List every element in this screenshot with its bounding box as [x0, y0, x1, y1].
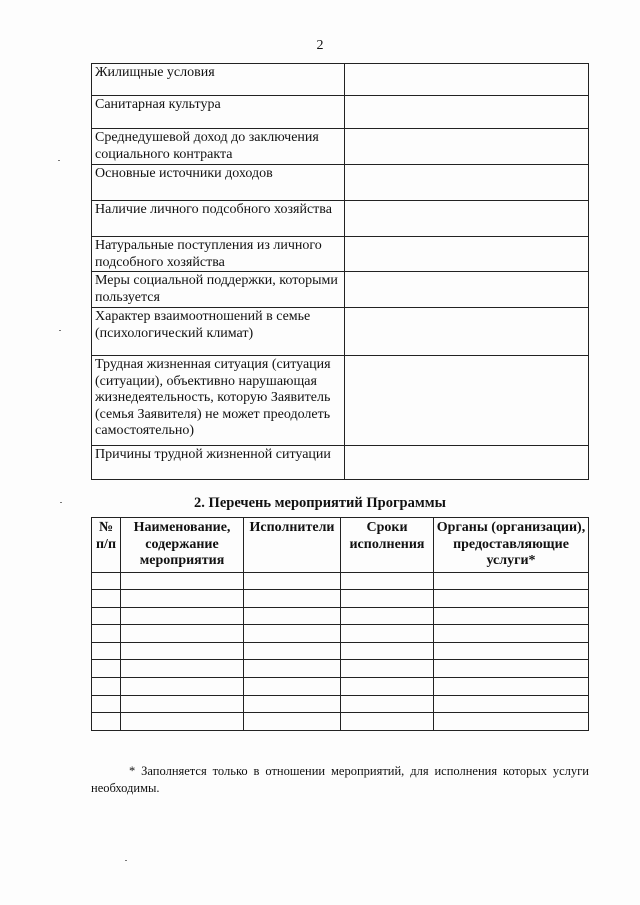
scan-speck [58, 160, 60, 161]
program-table-cell [92, 713, 121, 731]
program-table-row [92, 572, 589, 590]
program-table-cell [121, 642, 244, 660]
program-table-row [92, 607, 589, 625]
info-row-label: Трудная жизненная ситуация (ситуация (ситуации), объективно нарушающая жизнедеятельность, которую Заявитель (семья Заявителя) не может преодолеть самостоятельно) [92, 356, 345, 446]
scan-speck [125, 860, 127, 861]
program-table-cell [121, 590, 244, 608]
program-table-cell [92, 607, 121, 625]
program-table-row [92, 695, 589, 713]
info-row-label: Натуральные поступления из личного подсобного хозяйства [92, 237, 345, 272]
info-row [92, 356, 589, 446]
program-table-cell [341, 590, 434, 608]
program-table-cell [434, 590, 589, 608]
program-table-cell [92, 695, 121, 713]
program-table-cell [434, 642, 589, 660]
program-table-cell [121, 678, 244, 696]
info-row [92, 64, 589, 96]
program-table-cell [341, 625, 434, 643]
program-table-cell [244, 572, 341, 590]
info-row-value [345, 308, 589, 356]
program-table-cell [121, 625, 244, 643]
program-table-cell [341, 695, 434, 713]
program-table-cell [434, 695, 589, 713]
info-row [92, 165, 589, 201]
program-table-header-row [92, 518, 589, 573]
info-row-value [345, 201, 589, 237]
info-row-value [345, 165, 589, 201]
family-info-table [91, 63, 589, 480]
info-row [92, 201, 589, 237]
program-table-cell [244, 695, 341, 713]
program-table-cell [434, 625, 589, 643]
program-table-cell [92, 572, 121, 590]
info-row-value [345, 237, 589, 272]
program-table-row [92, 625, 589, 643]
program-activities-table [91, 517, 589, 731]
header-organizations: Органы (организации), предоставляющие услуги* [434, 518, 589, 573]
info-row-value [345, 272, 589, 308]
program-table-cell [244, 660, 341, 678]
info-row-value [345, 129, 589, 165]
program-table-cell [341, 607, 434, 625]
footnote: * Заполняется только в отношении мероприятий, для исполнения которых услуги необходимы. [91, 764, 589, 795]
info-row [92, 129, 589, 165]
info-row-label: Характер взаимоотношений в семье (психологический климат) [92, 308, 345, 356]
program-table-cell [341, 660, 434, 678]
program-table-row [92, 590, 589, 608]
scan-speck [60, 502, 62, 503]
program-table-cell [341, 713, 434, 731]
section-title: 2. Перечень мероприятий Программы [194, 495, 446, 511]
program-table-cell [244, 607, 341, 625]
program-table-cell [92, 660, 121, 678]
info-row [92, 308, 589, 356]
program-table-cell [341, 678, 434, 696]
header-activity: Наименование, содержание мероприятия [121, 518, 244, 573]
program-table-cell [121, 695, 244, 713]
program-table-cell [244, 590, 341, 608]
header-executors: Исполнители [244, 518, 341, 573]
program-table-cell [434, 660, 589, 678]
program-table-cell [434, 713, 589, 731]
info-row-label: Причины трудной жизненной ситуации [92, 446, 345, 480]
program-table-cell [341, 572, 434, 590]
info-row-value [345, 64, 589, 96]
scan-speck [59, 330, 61, 331]
info-row [92, 96, 589, 129]
program-table-row [92, 660, 589, 678]
program-table-cell [121, 660, 244, 678]
info-row [92, 237, 589, 272]
program-table-cell [434, 607, 589, 625]
program-table-cell [434, 678, 589, 696]
info-row-value [345, 356, 589, 446]
program-table-cell [341, 642, 434, 660]
info-row-label: Основные источники доходов [92, 165, 345, 201]
program-table-cell [121, 713, 244, 731]
program-table-cell [92, 678, 121, 696]
info-row-label: Жилищные условия [92, 64, 345, 96]
info-row-label: Санитарная культура [92, 96, 345, 129]
program-table-cell [244, 713, 341, 731]
program-table-cell [92, 625, 121, 643]
page-number: 2 [316, 38, 324, 53]
info-row [92, 446, 589, 480]
program-table-row [92, 678, 589, 696]
program-table-cell [244, 678, 341, 696]
program-table-cell [244, 642, 341, 660]
program-table-row [92, 642, 589, 660]
info-row-label: Среднедушевой доход до заключения социального контракта [92, 129, 345, 165]
info-row-value [345, 446, 589, 480]
header-number: № п/п [92, 518, 121, 573]
info-row-value [345, 96, 589, 129]
header-deadlines: Сроки исполнения [341, 518, 434, 573]
program-table-cell [121, 607, 244, 625]
program-table-cell [244, 625, 341, 643]
program-table-cell [92, 590, 121, 608]
info-row [92, 272, 589, 308]
program-table-row [92, 713, 589, 731]
info-row-label: Наличие личного подсобного хозяйства [92, 201, 345, 237]
info-row-label: Меры социальной поддержки, которыми пользуется [92, 272, 345, 308]
program-table-cell [121, 572, 244, 590]
program-table-cell [92, 642, 121, 660]
program-table-cell [434, 572, 589, 590]
